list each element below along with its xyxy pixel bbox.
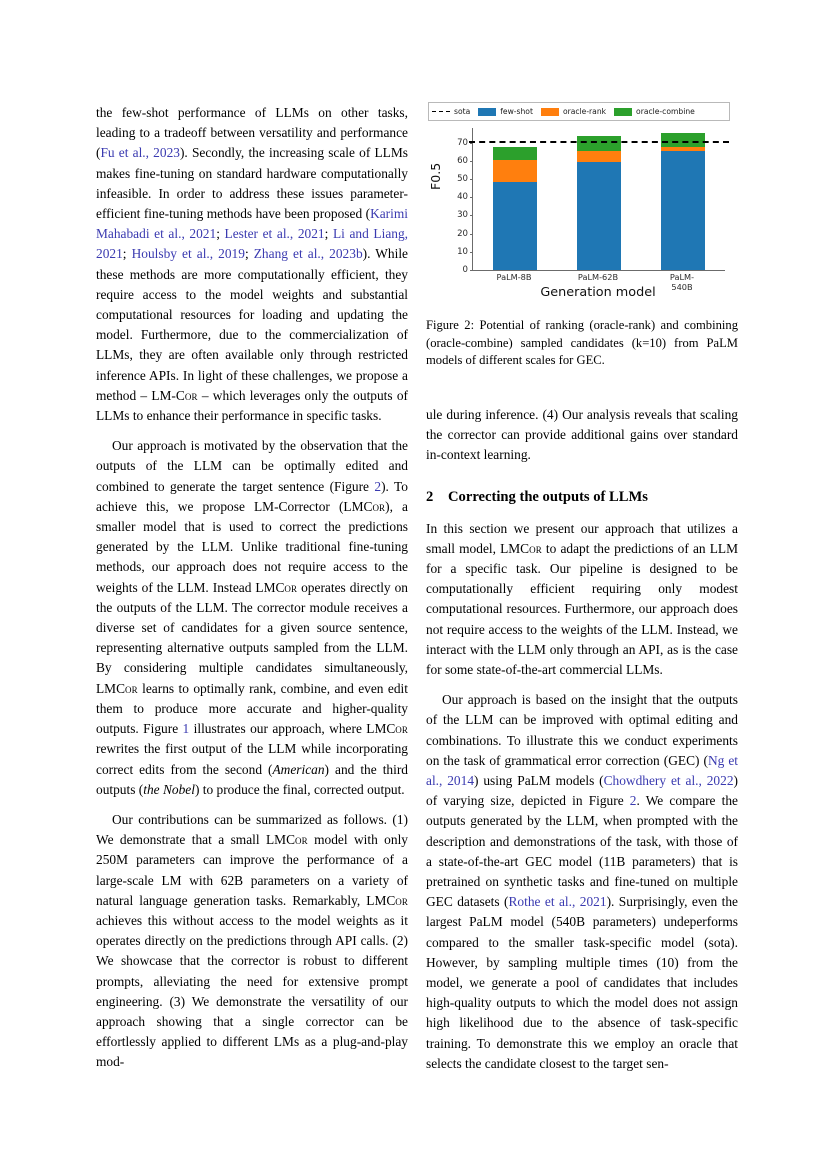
right-text-column — [426, 405, 738, 1074]
citation-link[interactable]: Chowdhery et al., 2022 — [603, 773, 734, 789]
citation-link[interactable]: Karimi Mahabadi et al., 2021 — [96, 206, 408, 242]
y-axis-label: F0.5 — [428, 162, 443, 190]
legend-label: sota — [454, 107, 471, 116]
legend-item-oracle-combine — [614, 107, 695, 116]
small-caps-text: Cor — [175, 387, 198, 403]
bar-segment-oracle-combine — [577, 136, 621, 151]
paragraph-6: Our approach is based on the insight that the outputs of the LLM can be improved with optimal editing and combinations. To illustrate this we conduct experiments on the task of grammatical error correction (GEC) (Ng et al., 2014) using PaLM models (Chowdhery et al., 2022) of varying size, depicted in Figure 2. We compare the outputs generated by the LLM, when prompted with the description and demonstrations of the task, with those of a state-of-the-art GEC model (11B parameters) that is pretrained on synthetic tasks and fine-tuned on multiple GEC datasets (Rothe et al., 2021). Surprisingly, even the largest PaLM model (540B parameters) undeperforms compared to the smaller task-specific model (sota). However, by sampling multiple times (10) from the model, we generate a pool of candidates that includes high-quality outputs to which the model does not assign high likelihood due to the absence of task-specific training. To demonstrate this we employ an oracle that selects the candidate closest to the target sen- — [426, 692, 738, 1071]
plot-area — [457, 128, 725, 275]
color-swatch-icon — [478, 108, 496, 116]
citation-link[interactable]: Lester et al., 2021 — [224, 226, 325, 242]
legend-item-oracle-rank — [541, 107, 606, 116]
italic-text: the Nobel — [143, 781, 195, 797]
bars-container — [473, 128, 725, 270]
legend-item-sota — [432, 107, 470, 116]
section-title: Correcting the outputs of LLMs — [448, 488, 648, 505]
y-tick-label: 20 — [457, 229, 473, 239]
citation-link[interactable]: Ng et al., 2014 — [426, 752, 738, 789]
bar-segment-oracle-rank — [493, 160, 537, 182]
color-swatch-icon — [541, 108, 559, 116]
small-caps-text: or — [295, 832, 308, 848]
paragraph-3: Our contributions can be summarized as follows. (1) We demonstrate that a small LMCor model with only 250M parameters can improve the performance of a large-scale LM with 62B parameters on a variety of natural language generation tasks. Remarkably, LMCor achieves this without access to the model weights as it operates directly on the predictions through API calls. (2) We showcase that the corrector is robust to different prompts, alleviating the need for extensive prompt engineering. (3) We demonstrate the versatility of our approach showing that a single corrector can be effortlessly applied to different LMs as a plug-and-play mod- — [96, 811, 408, 1070]
small-caps-text: or — [529, 540, 542, 556]
citation-link[interactable]: Fu et al., 2023 — [100, 145, 180, 161]
bar-segment-few-shot — [577, 162, 621, 271]
section-number: 2 — [426, 488, 434, 505]
small-caps-text: or — [395, 892, 408, 908]
paragraph-2: Our approach is motivated by the observation that the outputs of the LLM can be optimally edited and combined to generate the target sentence (Figure 2). To achieve this, we propose LM-Corrector (LMCor), a smaller model that is used to correct the predictions generated by the LLM. Unlike traditional fine-tuning methods, our approach does not require access to the weights of the LLM. Instead LMCor operates directly on the outputs of the LLM. The corrector module receives a diverse set of candidates for a given source sentence, representing alternative outputs sampled from the LLM. By considering multiple candidates simultaneously, LMCor learns to optimally rank, combine, and even edit them to produce more accurate and higher-quality outputs. Figure 1 illustrates our approach, where LMCor rewrites the first output of the LLM while incorporating correct edits from the second (American) and the third outputs (the Nobel) to produce the final, corrected output. — [96, 438, 408, 797]
paragraph-1: the few-shot performance of LLMs on other tasks, leading to a tradeoff between versatility and performance (Fu et al., 2023). Secondly, the increasing scale of LLMs makes fine-tuning on standard hardware computationally infeasible. In order to address these issues parameter-efficient fine-tuning methods have been proposed (Karimi Mahabadi et al., 2021; Lester et al., 2021; Li and Liang, 2021; Houlsby et al., 2019; Zhang et al., 2023b). While these methods are more computationally efficient, they require access to the model weights and substantial computational resources for loading and updating the model. Furthermore, due to the commercialization of LLMs, they are often available only through restricted inference APIs. In light of these challenges, we propose a method – LM-Cor – which leverages only the outputs of LLMs to enhance their performance in specific tasks. — [96, 105, 409, 424]
citation-link[interactable]: 2 — [374, 478, 382, 494]
citation-link[interactable]: 2 — [629, 793, 637, 809]
paragraph-5: In this section we present our approach that utilizes a small model, LMCor to adapt the predictions of an LLM for a specific task. Our pipeline is designed to be computationally efficient requiring only modest computational resources. Furthermore, our approach does not require access to the weights of the LLM. Instead, we interact with the LLM only through an API, as is the case for some state-of-the-art commercial LLMs. — [426, 520, 738, 678]
y-tick-label: 30 — [457, 210, 473, 220]
paragraph-4: ule during inference. (4) Our analysis reveals that scaling the corrector can provide additional gains over standard in-context learning. — [426, 407, 738, 463]
citation-link[interactable]: Zhang et al., 2023b — [253, 246, 363, 262]
x-tick-label: PaLM-540B — [669, 272, 695, 292]
italic-text: American — [272, 761, 325, 777]
legend-label: oracle-rank — [562, 107, 607, 116]
x-axis-label: Generation model — [540, 285, 656, 300]
small-caps-text: or — [395, 721, 408, 737]
legend-label: oracle-combine — [636, 107, 695, 116]
y-tick-label: 10 — [457, 247, 473, 257]
small-caps-text: or — [125, 680, 138, 696]
left-text-column — [96, 103, 408, 1073]
citation-link[interactable]: Li and Liang, 2021 — [96, 226, 409, 262]
small-caps-text: or — [284, 579, 298, 595]
figure-caption-label: Figure 2: — [426, 318, 475, 332]
legend-label: few-shot — [500, 107, 533, 116]
figure-caption — [426, 317, 738, 370]
dashed-line-icon — [432, 108, 450, 116]
x-tick-label: PaLM-62B — [577, 272, 619, 282]
color-swatch-icon — [614, 108, 632, 116]
y-tick-label: 60 — [457, 156, 473, 166]
section-heading-2 — [426, 488, 738, 507]
citation-link[interactable]: Rothe et al., 2021 — [508, 894, 607, 910]
y-tick-label: 0 — [463, 265, 473, 275]
chart-legend — [428, 102, 730, 121]
bar-chart — [426, 98, 734, 303]
bar-segment-oracle-rank — [577, 151, 621, 161]
bar-palm-540b — [661, 133, 705, 270]
figure-2 — [426, 98, 738, 370]
bar-palm-8b — [493, 147, 537, 270]
y-tick-label: 70 — [457, 138, 473, 148]
x-tick-label: PaLM-8B — [496, 272, 532, 282]
citation-link[interactable]: 1 — [182, 721, 190, 737]
bar-segment-few-shot — [493, 182, 537, 270]
bar-palm-62b — [577, 136, 621, 270]
citation-link[interactable]: Houlsby et al., 2019 — [131, 246, 245, 262]
sota-reference-line — [469, 141, 729, 143]
y-tick-label: 40 — [457, 192, 473, 202]
bar-segment-few-shot — [661, 151, 705, 270]
small-caps-text: or — [372, 498, 386, 514]
figure-caption-text: Potential of ranking (oracle-rank) and combining (oracle-combine) sampled candidates (k=10) from PaLM models of different scales for GEC. — [426, 318, 738, 368]
legend-item-few-shot — [478, 107, 533, 116]
bar-segment-oracle-combine — [493, 147, 537, 159]
y-tick-label: 50 — [457, 174, 473, 184]
